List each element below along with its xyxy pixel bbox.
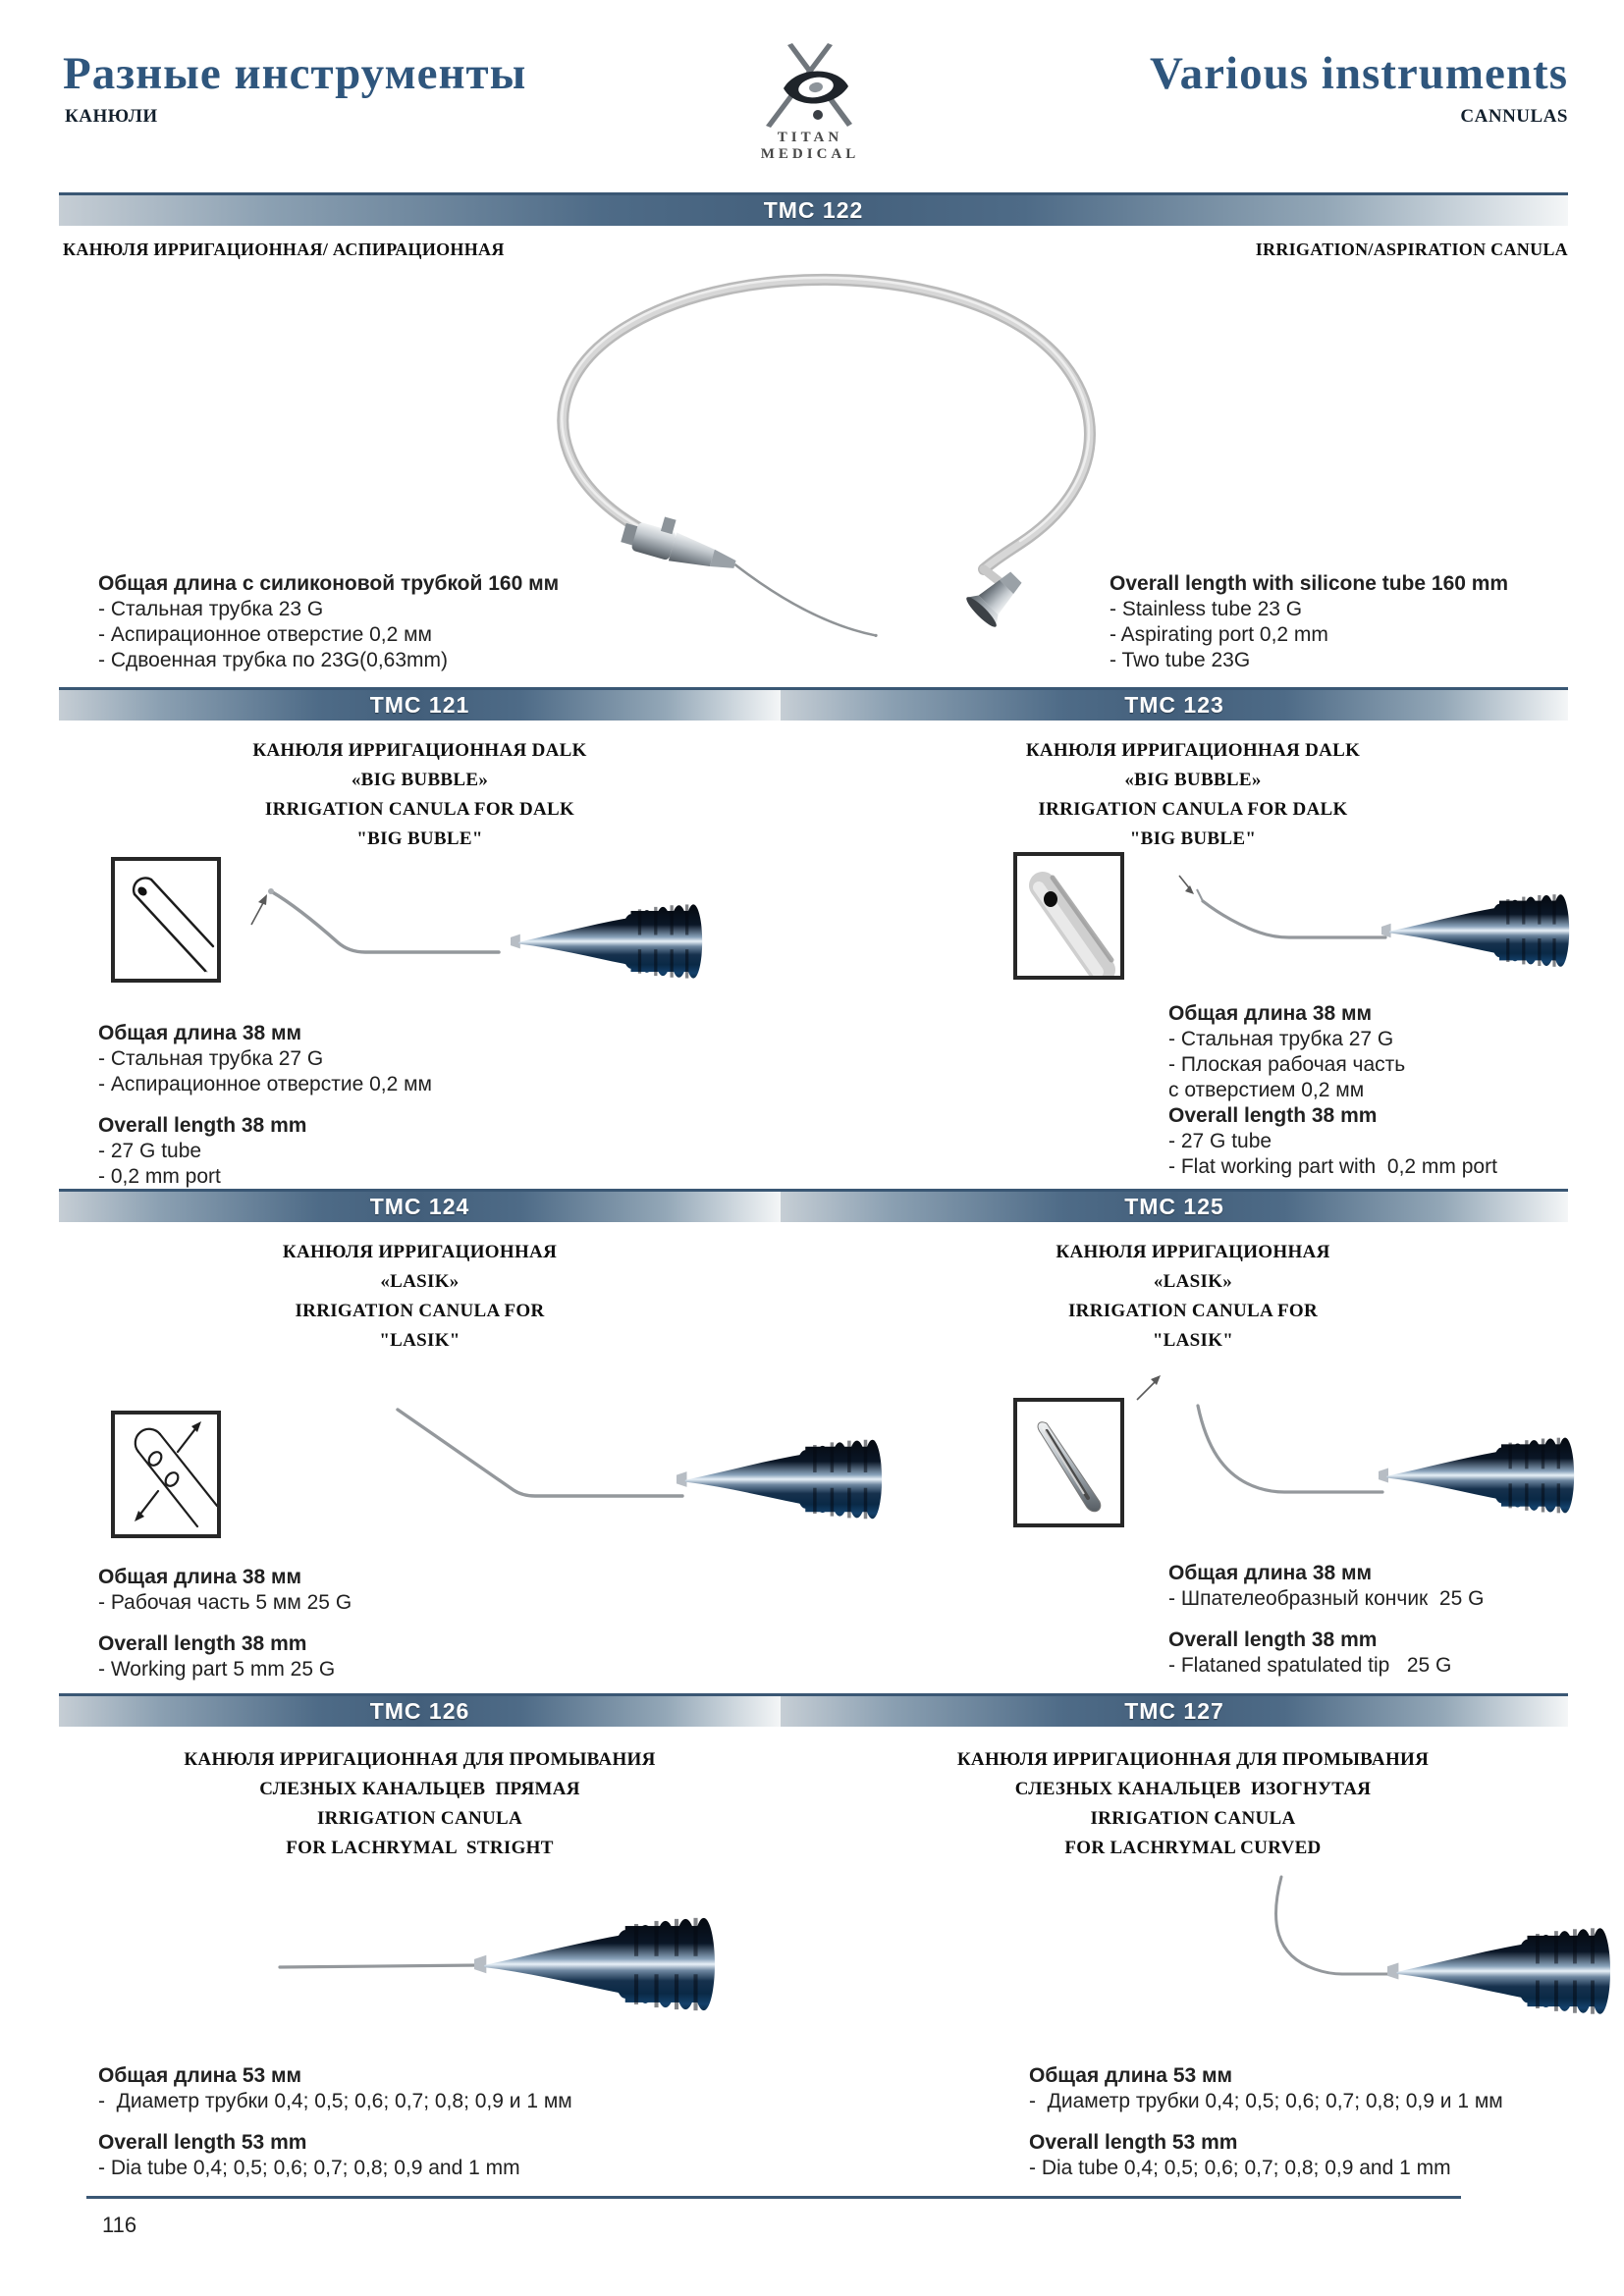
- inset-diagram-tmc125: [1013, 1398, 1124, 1527]
- spec-line: - Стальная трубка 27 G: [1168, 1028, 1394, 1050]
- product-title-line: "LASIK": [379, 1330, 460, 1351]
- spec-line: - Рабочая часть 5 мм 25 G: [98, 1591, 352, 1614]
- product-title-en: IRRIGATION/ASPIRATION CANULA: [1255, 240, 1568, 259]
- spec-line: - 27 G tube: [98, 1140, 202, 1162]
- section-banner-tmc125: [781, 1189, 1568, 1222]
- section-banner-tmc127: [781, 1693, 1568, 1727]
- spec-line: - Стальная трубка 27 G: [98, 1047, 324, 1070]
- product-titles-tmc123: [815, 736, 1571, 854]
- spec-heading: Общая длина 38 мм: [1168, 1562, 1373, 1584]
- spec-heading: Общая длина 38 мм: [1168, 1002, 1373, 1025]
- spec-heading: Overall length 53 mm: [98, 2131, 307, 2154]
- product-titles-tmc124: [59, 1238, 781, 1356]
- spec-line: - Flataned spatulated tip 25 G: [1168, 1654, 1452, 1677]
- tip-photo-icon: [1017, 856, 1120, 976]
- cannula-hub-middle: [615, 507, 893, 638]
- logo-text-line1: TITAN: [777, 130, 843, 145]
- spec-line: - Dia tube 0,4; 0,5; 0,6; 0,7; 0,8; 0,9 and 1 mm: [98, 2157, 520, 2179]
- spec-line: с отверстием 0,2 мм: [1168, 1079, 1365, 1101]
- spec-heading: Overall length 38 mm: [98, 1632, 307, 1655]
- specs-tmc125: [1168, 1561, 1484, 1679]
- product-image-tmc121: [245, 872, 727, 994]
- product-title-line: FOR LACHRYMAL STRIGHT: [286, 1838, 554, 1858]
- section-banner-tmc126: [59, 1693, 781, 1727]
- product-title-line: "BIG BUBLE": [356, 828, 483, 849]
- section-code: TMC 125: [1124, 1194, 1224, 1219]
- product-title-line: КАНЮЛЯ ИРРИГАЦИОННАЯ ДЛЯ ПРОМЫВАНИЯ: [956, 1749, 1430, 1770]
- inset-diagram-tmc124: [111, 1411, 221, 1538]
- tip-drawing-icon: [115, 861, 217, 979]
- product-titles-tmc127: [815, 1745, 1571, 1863]
- inset-diagram-tmc123: [1013, 852, 1124, 980]
- product-title-line: "BIG BUBLE": [1129, 828, 1257, 849]
- spec-heading: Overall length 38 mm: [1168, 1629, 1378, 1651]
- product-title-line: КАНЮЛЯ ИРРИГАЦИОННАЯ DALK: [1025, 740, 1361, 761]
- cannula-hub-end: [963, 562, 1031, 630]
- titan-medical-logo-icon: [756, 39, 864, 130]
- specs-tmc126: [98, 2063, 572, 2181]
- product-title-line: IRRIGATION CANULA FOR: [295, 1301, 545, 1321]
- section-code: TMC 123: [1124, 692, 1224, 718]
- section-banner-tmc124: [59, 1189, 781, 1222]
- spec-heading: Общая длина 53 мм: [98, 2064, 302, 2087]
- product-title-line: FOR LACHRYMAL CURVED: [1064, 1838, 1322, 1858]
- product-title-line: IRRIGATION CANULA FOR DALK: [1038, 799, 1348, 820]
- section-code: TMC 124: [369, 1194, 470, 1219]
- product-image-tmc125: [1168, 1386, 1581, 1535]
- specs-tmc121: [98, 1021, 432, 1190]
- spec-heading: Overall length 53 mm: [1029, 2131, 1238, 2154]
- flow-drawing-icon: [115, 1415, 217, 1534]
- spec-heading: Общая длина с силиконовой трубкой 160 мм: [98, 572, 560, 595]
- spec-heading: Общая длина 38 мм: [98, 1022, 302, 1044]
- spec-line: - Stainless tube 23 G: [1110, 598, 1303, 620]
- spec-line: - Аспирационное отверстие 0,2 мм: [98, 623, 432, 646]
- product-title-line: КАНЮЛЯ ИРРИГАЦИОННАЯ DALK: [252, 740, 587, 761]
- section-code: TMC 121: [369, 692, 470, 718]
- spec-line: - Диаметр трубки 0,4; 0,5; 0,6; 0,7; 0,8; 0,9 и 1 мм: [98, 2090, 572, 2112]
- specs-tmc127: [1029, 2063, 1503, 2181]
- spec-heading: Overall length 38 mm: [98, 1114, 307, 1137]
- product-titles-tmc121: [59, 736, 781, 854]
- spec-line: - Плоская рабочая часть: [1168, 1053, 1406, 1076]
- page-title-ru: Разные инструменты: [63, 48, 527, 99]
- specs-tmc122-ru: [98, 571, 559, 673]
- page-subtitle-ru: КАНЮЛИ: [65, 106, 158, 127]
- product-title-line: "LASIK": [1152, 1330, 1234, 1351]
- spec-line: - Сдвоенная трубка по 23G(0,63mm): [98, 649, 449, 671]
- product-titles-tmc125: [815, 1238, 1571, 1356]
- section-code: TMC 127: [1124, 1698, 1224, 1724]
- page-title-en: Various instruments: [1150, 48, 1568, 99]
- section-banner-tmc122: [59, 192, 1568, 226]
- spec-heading: Общая длина 53 мм: [1029, 2064, 1233, 2087]
- product-image-tmc122: [471, 263, 1119, 656]
- product-image-tmc126: [270, 1883, 722, 2042]
- inset-diagram-tmc121: [111, 857, 221, 983]
- section-banner-tmc121: [59, 687, 781, 721]
- spec-line: - Диаметр трубки 0,4; 0,5; 0,6; 0,7; 0,8; 0,9 и 1 мм: [1029, 2090, 1503, 2112]
- product-title-line: IRRIGATION CANULA: [1090, 1808, 1296, 1829]
- brand-logo: [722, 39, 898, 163]
- product-title-line: «BIG BUBBLE»: [351, 770, 489, 790]
- specs-tmc122-en: [1110, 571, 1508, 673]
- product-title-line: КАНЮЛЯ ИРРИГАЦИОННАЯ: [1056, 1242, 1330, 1262]
- product-title-line: СЛЕЗНЫХ КАНАЛЬЦЕВ ПРЯМАЯ: [259, 1779, 580, 1799]
- spec-line: - Flat working part with 0,2 mm port: [1168, 1155, 1497, 1178]
- spec-line: - Стальная трубка 23 G: [98, 598, 324, 620]
- product-titles-tmc126: [59, 1745, 781, 1863]
- product-title-line: IRRIGATION CANULA: [316, 1808, 523, 1829]
- spatula-tip-icon: [1017, 1402, 1120, 1523]
- spec-line: - Шпателеобразный кончик 25 G: [1168, 1587, 1485, 1610]
- spec-heading: Общая длина 38 мм: [98, 1566, 302, 1588]
- page-number: 116: [102, 2213, 137, 2237]
- spec-line: - Aspirating port 0,2 mm: [1110, 623, 1328, 646]
- product-title-line: «LASIK»: [380, 1271, 460, 1292]
- spec-heading: Overall length with silicone tube 160 mm: [1110, 572, 1509, 595]
- product-image-tmc123: [1173, 866, 1576, 986]
- product-title-line: IRRIGATION CANULA FOR DALK: [264, 799, 575, 820]
- product-title-line: «LASIK»: [1153, 1271, 1233, 1292]
- product-title-line: IRRIGATION CANULA FOR: [1067, 1301, 1319, 1321]
- section-banner-tmc123: [781, 687, 1568, 721]
- spec-line: - 27 G tube: [1168, 1130, 1272, 1152]
- product-title-line: СЛЕЗНЫХ КАНАЛЬЦЕВ ИЗОГНУТАЯ: [1014, 1779, 1372, 1799]
- spec-line: - Dia tube 0,4; 0,5; 0,6; 0,7; 0,8; 0,9 and 1 mm: [1029, 2157, 1451, 2179]
- specs-tmc123: [1168, 1001, 1497, 1180]
- spec-line: - 0,2 mm port: [98, 1165, 221, 1188]
- logo-text-line2: MEDICAL: [760, 146, 860, 162]
- product-title-line: КАНЮЛЯ ИРРИГАЦИОННАЯ ДЛЯ ПРОМЫВАНИЯ: [184, 1749, 656, 1770]
- specs-tmc124: [98, 1565, 352, 1682]
- product-title-line: КАНЮЛЯ ИРРИГАЦИОННАЯ: [282, 1242, 558, 1262]
- product-title-ru: КАНЮЛЯ ИРРИГАЦИОННАЯ/ АСПИРАЦИОННАЯ: [63, 240, 505, 259]
- spec-line: - Two tube 23G: [1110, 649, 1251, 671]
- spec-line: - Working part 5 mm 25 G: [98, 1658, 336, 1681]
- footer-rule: [86, 2196, 1461, 2199]
- spec-line: - Аспирационное отверстие 0,2 мм: [98, 1073, 432, 1095]
- spec-heading: Overall length 38 mm: [1168, 1104, 1378, 1127]
- section-code: TMC 126: [369, 1698, 470, 1724]
- page-subtitle-en: CANNULAS: [1460, 106, 1568, 127]
- product-image-tmc127: [1213, 1867, 1615, 2042]
- arrow-annotation-icon: [1129, 1370, 1168, 1406]
- product-image-tmc124: [378, 1392, 889, 1537]
- section-code: TMC 122: [763, 197, 864, 223]
- product-title-line: «BIG BUBBLE»: [1124, 770, 1262, 790]
